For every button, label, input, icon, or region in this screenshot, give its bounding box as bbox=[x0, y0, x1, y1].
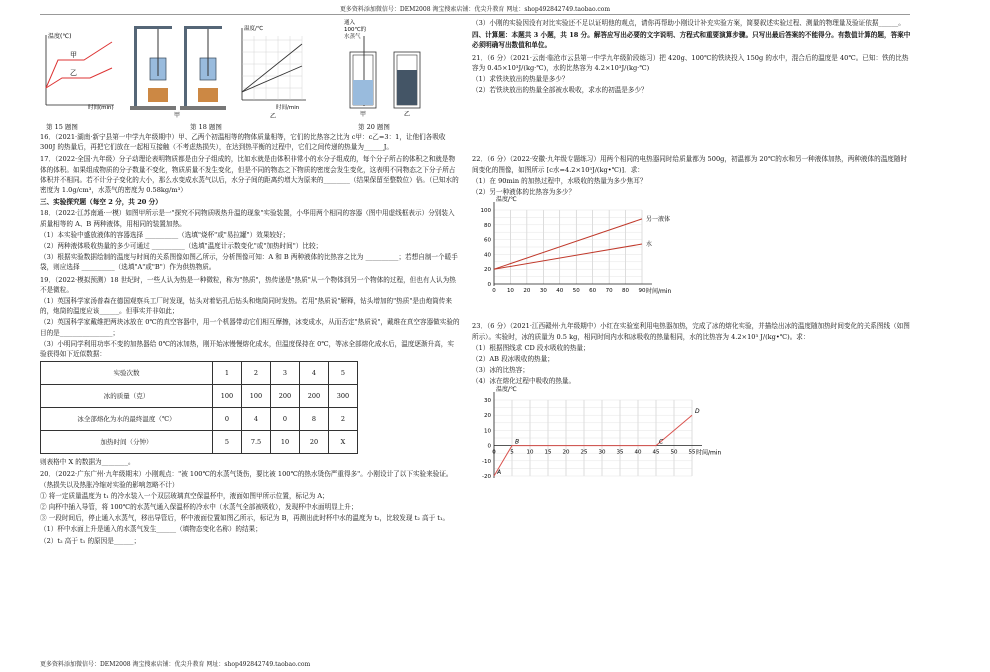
question-23-part-2: （2）AB 段冰吸收的热量； bbox=[472, 355, 554, 364]
f15-label-yi: 乙 bbox=[70, 69, 77, 77]
f20-label-yi: 乙 bbox=[404, 111, 411, 118]
y-tick-label: 60 bbox=[484, 237, 491, 244]
question-18: 18．（2022·江苏南通·一模）如图甲所示是一"探究不同物质吸热升温的现象"实验装置，小华用两个相同的容器（图中用虚线框表示）分别装入质量相等的 A、B 两种液体，用相同的装置加热。 bbox=[40, 209, 455, 228]
base-1 bbox=[130, 106, 176, 110]
question-16: 16．（2021·湖南·新宁县第一中学九年级期中）甲、乙两个初温相等的物体质量相等，它们的比热容之比为 c甲：c乙=3：1，让他们各吸收 300J 的热量后，再把它们放在一起相互接触（不考虑热损失），在达到热平衡的过程中，它们之间传递的热量为______J。 bbox=[40, 133, 446, 152]
y-axis-label: 温度/℃ bbox=[496, 385, 517, 393]
x-tick-label: 55 bbox=[688, 449, 696, 456]
x-tick-label: 0 bbox=[492, 449, 496, 456]
series-label: 另一液体 bbox=[646, 216, 671, 224]
y-tick-label: 0 bbox=[487, 443, 491, 450]
x-tick-label: 15 bbox=[544, 449, 552, 456]
question-20-step-3: ③ 一段时间后，停止通入水蒸气，移出导管后，杯中液面位置如图乙所示，标记为 B，再测出此时杯中水的温度为 t₂，比较发现 t₂ 高于 t₁。 bbox=[40, 514, 450, 523]
question-18-part-1: （1）本实验中盛放液体的容器选择 __________（选填"烧杯"或"易拉罐"）效果较好； bbox=[40, 230, 290, 239]
figure-18-graph bbox=[234, 22, 310, 120]
y-axis-label: 温度/℃ bbox=[496, 196, 517, 204]
table-row: 冰全部熔化为水的最终温度（℃） 0 4 0 8 2 bbox=[41, 408, 358, 431]
x-tick-label: 70 bbox=[605, 288, 613, 295]
x-tick-label: 0 bbox=[492, 288, 496, 295]
x-tick-label: 40 bbox=[634, 449, 642, 456]
y-tick-label: 20 bbox=[484, 412, 491, 419]
x-tick-label: 20 bbox=[562, 449, 570, 456]
f18-ylabel: 温度/℃ bbox=[244, 26, 264, 32]
question-20-part-3: （3）小刚的实验因没有对比实验还不足以证明他的观点，请你再帮助小刚设计补充实验方案，简要叙述实验过程、测量的物理量及验证依据______。 bbox=[472, 19, 905, 27]
f20-text-3: 水蒸气 bbox=[344, 34, 361, 40]
burner-b bbox=[198, 88, 218, 102]
section-3-title: 三、实验探究题（每空 2 分，共 20 分） bbox=[40, 198, 162, 207]
stand-2 bbox=[184, 26, 187, 108]
chart-q22 bbox=[472, 198, 722, 294]
question-20: 20．（2022·广东广州·九年级期末）小刚观点："被 100℃的水蒸气烫伤，要比被 100℃的热水烫伤严重得多"。小刚设计了以下实验来验证。（热损失以及热胀冷缩对实验的影响忽略不计） bbox=[40, 470, 453, 489]
question-19-part-1: （1）英国科学家汤普森在德国观察兵工厂时发现，钻头对着钻孔后钻头和炮筒同时发热。若用"热质说"解释，钻头增加的"热质"是由炮筒传来的，炮筒的温度应该______。但事实并非如此； bbox=[40, 297, 452, 316]
f18-line-a bbox=[242, 44, 302, 92]
question-21-part-1: （1）求铁块放出的热量是多少？ bbox=[472, 75, 569, 84]
x-tick-label: 25 bbox=[580, 449, 588, 456]
f20-water-b bbox=[397, 70, 417, 105]
x-tick-label: 5 bbox=[510, 449, 514, 456]
figure-20 bbox=[340, 18, 430, 118]
question-21: 21．（6 分）（2021·云南·临沧市云县第一中学九年级阶段练习）把 420g、100℃的铁块投入 150g 的水中，混合后的温度是 40℃。已知：铁的比热容为 0.45×10³J/(kg·℃)，水的比热容为 4.2×10³J/(kg·℃) bbox=[472, 53, 909, 72]
question-23-part-1: （1）根据图线求 CD 段水吸收的热量； bbox=[472, 343, 590, 352]
x-tick-label: 60 bbox=[589, 288, 597, 295]
point-label: D bbox=[695, 407, 700, 415]
x-tick-label: 35 bbox=[616, 449, 624, 456]
question-23-part-3: （3）冰的比热容； bbox=[472, 366, 529, 375]
point-label: B bbox=[515, 438, 520, 446]
f18-xlabel: 时间/min bbox=[276, 105, 300, 111]
question-22-part-1: （1）在 90min 的加热过程中，水吸收的热量为多少焦耳？ bbox=[472, 176, 647, 185]
x-axis-label: 时间/min bbox=[696, 449, 722, 457]
right-column bbox=[472, 18, 912, 491]
chart-q23 bbox=[472, 385, 742, 488]
y-tick-label: 10 bbox=[484, 428, 491, 435]
y-tick-label: 0 bbox=[487, 282, 491, 289]
experiment-table bbox=[40, 361, 358, 454]
question-22: 22．（6 分）（2022·安徽·九年级专题练习）用两个相同的电热器同时给质量都为 500g，初温都为 20℃的水和另一种液体加热，两种液体的温度随时间变化的图像，如图所示 [c水=4.2×10³J/(kg•℃)]．求： bbox=[472, 155, 908, 174]
series-line bbox=[494, 244, 642, 269]
f18-label-yi: 乙 bbox=[270, 113, 277, 120]
f15-ylabel: 温度(℃) bbox=[48, 33, 72, 40]
f20-label-jia: 甲 bbox=[360, 111, 367, 118]
figure-18-apparatus bbox=[128, 18, 228, 118]
f20-text-2: 100℃的 bbox=[344, 27, 367, 33]
base-2 bbox=[180, 106, 226, 110]
x-tick-label: 10 bbox=[506, 288, 514, 295]
question-18-part-2: （2）两种液体吸收热量的多少可通过 __________（选填"温度计示数变化"或"加热时间"）比较； bbox=[40, 242, 323, 251]
table-row: 冰的质量（克） 100 100 200 200 300 bbox=[41, 385, 358, 408]
x-tick-label: 80 bbox=[622, 288, 630, 295]
figure-row bbox=[40, 18, 460, 131]
f15-label-jia: 甲 bbox=[70, 51, 77, 59]
question-23-part-4: （4）冰在熔化过程中吸收的热量。 bbox=[472, 377, 576, 386]
x-tick-label: 50 bbox=[572, 288, 580, 295]
f15-xlabel: 时间(min) bbox=[88, 105, 114, 111]
f20-water-a bbox=[353, 80, 373, 105]
figure-15 bbox=[40, 30, 118, 110]
question-18-part-3: （3）根据实验数据绘制的温度与时间的关系图像如图乙所示，分析图像可知：A 和 B 两种液体的比热容之比为 __________；若想自制一个暖手袋，则应选择 __________（选填"A"或"B"）作为供热物质。 bbox=[40, 253, 458, 272]
f20-text-1: 通入 bbox=[344, 20, 356, 26]
page-header: 更多资料添加微信号：DEM2008 淘宝搜索店铺：优尖升教育 网址：shop492842749.taobao.com bbox=[339, 6, 611, 13]
question-20-step-1: ① 将一定质量温度为 t₁ 的冷水装入一个双层玻璃真空保温杯中，液面如图甲所示位置，标记为 A； bbox=[40, 491, 329, 500]
x-axis-label: 时间/min bbox=[646, 288, 672, 296]
table-row: 加热时间（分钟） 5 7.5 10 20 X bbox=[41, 431, 358, 454]
question-19-part-2: （2）英国科学家戴维把两块冰放在 0℃的真空容器中，用一个机器带动它们相互摩擦，冰变成水，从而否定"热质说"，戴维在真空容器做实验的目的是________________； bbox=[40, 318, 460, 337]
page-footer: 更多资料添加微信号：DEM2008 淘宝搜索店铺：优尖升教育 网址：shop492842749.taobao.com bbox=[40, 661, 311, 668]
caption-20: 第 20 题图 bbox=[358, 123, 390, 131]
y-tick-label: 20 bbox=[484, 267, 491, 274]
question-19-x: 则表格中 X 的数据为________。 bbox=[40, 458, 135, 467]
series-label: 水 bbox=[646, 241, 653, 249]
question-19: 19．（2022·模拟预测）18 世纪时，一些人认为热是一种微粒，称为"热质"，热传递是"热质"从一个物体到另一个物体的过程，但也有人认为热不是微粒。 bbox=[40, 275, 456, 294]
f18-label-jia: 甲 bbox=[174, 112, 181, 119]
question-19-part-3: （3）小明同学利用功率不变的加热器给 0℃的冰加热，刚开始冰慢慢熔化成水，但温度保持在 0℃，等冰全部熔化成水后，温度逐渐升高，实验获得如下近似数据： bbox=[40, 339, 454, 359]
x-tick-label: 10 bbox=[526, 449, 534, 456]
question-20-part-2: （2）t₂ 高于 t₁ 的原因是______； bbox=[40, 536, 141, 545]
x-tick-label: 40 bbox=[556, 288, 564, 295]
stand-1-arm bbox=[134, 26, 172, 29]
caption-18: 第 18 题图 bbox=[190, 123, 222, 131]
x-tick-label: 20 bbox=[523, 288, 531, 295]
section-4-title: 四、计算题：本题共 3 小题，共 18 分。解答应写出必要的文字说明、方程式和重要演算步骤。只写出最后答案的不能得分。有数值计算的题，答案中必须明确写出数值和单位。 bbox=[472, 31, 911, 50]
table-row: 实验次数 1 2 3 4 5 bbox=[41, 362, 358, 385]
question-20-part-1: （1）杯中水面上升是通入的水蒸气发生______（填物态变化名称）的结果； bbox=[40, 525, 262, 534]
f15-curve-jia bbox=[46, 42, 112, 88]
question-17: 17．（2022·全国·九年级）分子动理论表明物质都是由分子组成的，比如水就是由体积非常小的水分子组成的，每个分子所占的体积之和就是物体的体积。如果组成物质的分子数量不变化，物质质量不发生变化，但是不同的物态之下物质的密度会发生变化，这表明不同物态之下分子所占体积并不相同。若不计分子变化的大小，那么水变成水蒸气以后，水分子间的距离约增大为原来的________（结果保留至整数位）倍。（已知水的密度为 1.0g/cm³，水蒸气的密度为 0.58kg/m³） bbox=[40, 155, 459, 195]
question-21-part-2: （2）若铁块放出的热量全部被水吸收，求水的初温是多少？ bbox=[472, 86, 648, 95]
stand-2-arm bbox=[184, 26, 222, 29]
x-tick-label: 30 bbox=[598, 449, 606, 456]
x-tick-label: 45 bbox=[652, 449, 660, 456]
caption-15: 第 15 题图 bbox=[46, 123, 78, 131]
point-label: A bbox=[497, 468, 502, 476]
x-tick-label: 90 bbox=[638, 288, 646, 295]
y-tick-label: 30 bbox=[484, 397, 491, 404]
y-tick-label: 100 bbox=[480, 208, 491, 215]
y-tick-label: 40 bbox=[484, 252, 491, 259]
header-divider bbox=[40, 14, 910, 15]
question-23: 23．（6 分）（2021·江西赣州·九年级期中）小红在实验室利用电热器加热，完成了冰的熔化实验，并描绘出冰的温度随加热时间变化的关系图线（如图所示）。实验时，冰的质量为 0.5 kg，相同时间内水和冰吸收的热量相同，水的比热容为 4.2×10³ J/(kg•℃)。求： bbox=[472, 322, 910, 341]
y-tick-label: 80 bbox=[484, 223, 491, 230]
stand-1 bbox=[134, 26, 137, 108]
y-tick-label: -10 bbox=[482, 458, 491, 465]
left-column bbox=[40, 18, 460, 547]
x-tick-label: 50 bbox=[670, 449, 678, 456]
x-tick-label: 30 bbox=[539, 288, 547, 295]
question-22-part-2: （2）另一种液体的比热容为多少？ bbox=[472, 188, 576, 197]
f15-curve-yi bbox=[46, 68, 112, 88]
y-tick-label: -20 bbox=[482, 473, 491, 480]
point-label: C bbox=[659, 438, 664, 446]
question-20-step-2: ② 向杯中插入导管，将 100℃的水蒸气通入保温杯的冷水中（水蒸气全部被吸收），发现杯中水面明显上升； bbox=[40, 503, 358, 512]
burner-a bbox=[148, 88, 168, 102]
